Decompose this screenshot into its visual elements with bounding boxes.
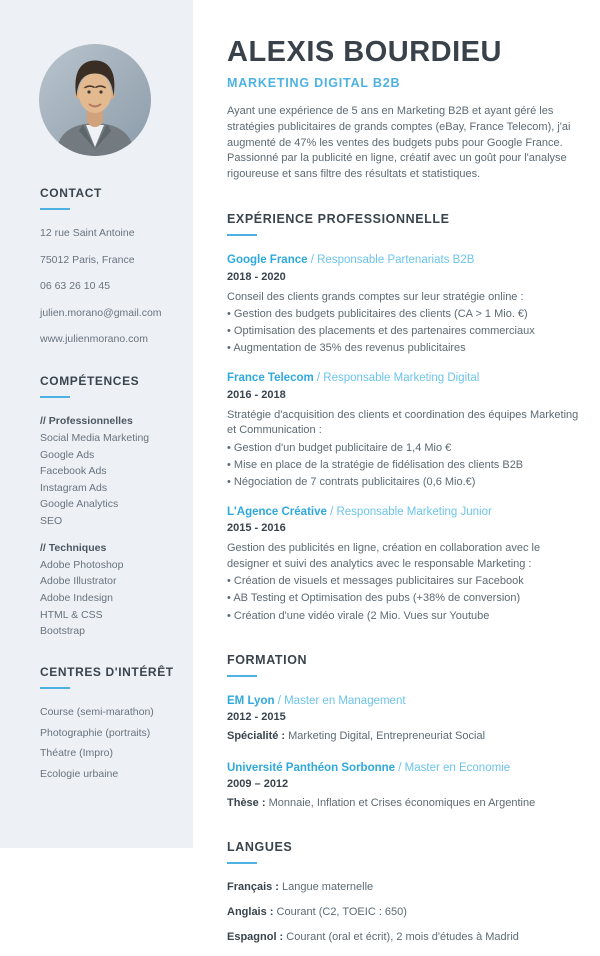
school-entry-sorbonne [227, 761, 583, 812]
skills-heading: COMPÉTENCES [40, 373, 140, 388]
job-bullet: • Création d'une vidéo virale (2 Mio. Vues sur Youtube [227, 609, 583, 624]
job-entry-agence-creative [227, 505, 583, 624]
job-dates: 2016 - 2018 [227, 388, 286, 401]
job-intro: Conseil des clients grands comptes sur leur stratégie online : [227, 290, 524, 303]
contact-website: www.julienmorano.com [40, 333, 148, 346]
language-item-spanish [227, 931, 583, 943]
accent-rule [40, 208, 70, 210]
degree-name: / Master en Economie [398, 761, 511, 774]
job-title [227, 505, 583, 519]
candidate-title: MARKETING DIGITAL B2B [227, 76, 401, 90]
language-level: Courant (C2, TOEIC : 650) [276, 906, 407, 919]
school-title [227, 761, 583, 775]
education-section [227, 653, 583, 812]
skills-group-label-pro: // Professionnelles [40, 414, 133, 427]
job-bullet: • Création de visuels et messages publicitaires sur Facebook [227, 574, 583, 589]
contact-section [40, 186, 175, 346]
contact-heading: CONTACT [40, 186, 102, 200]
avatar-illustration [39, 44, 151, 156]
interest-item: Ecologie urbaine [40, 767, 119, 780]
contact-address: 12 rue Saint Antoine [40, 227, 135, 239]
job-entry-france-telecom [227, 371, 583, 490]
contact-phone: 06 63 26 10 45 [40, 280, 111, 293]
skill-item: Google Ads [40, 448, 95, 461]
job-intro: Gestion des publicités en ligne, création en collaboration avec le designer et suivi des analytics avec le responsable Marketing : [227, 542, 541, 570]
skill-item: Facebook Ads [40, 465, 107, 478]
interest-item: Photographie (portraits) [40, 726, 151, 739]
contact-city: 75012 Paris, France [40, 253, 135, 266]
skill-item: HTML & CSS [40, 608, 103, 621]
job-entry-google [227, 253, 583, 356]
school-detail-label: Spécialité : [227, 730, 286, 743]
skill-item: Adobe Photoshop [40, 558, 124, 571]
language-label: Anglais : [227, 906, 274, 919]
profile-summary: Ayant une expérience de 5 ans en Marketing B2B et ayant géré les stratégies publicitaires de grands comptes (eBay, France Telecom), j'ai augmenté de 47% les ventes des budgets pubs pour Google France. Passionné par la publicité en ligne, créatif avec un goût pour l'analyse rigoureuse et sans filtre des résultats et statistiques. [227, 105, 571, 181]
school-detail [227, 796, 583, 811]
skill-item: SEO [40, 514, 63, 527]
languages-heading: LANGUES [227, 840, 293, 855]
school-entry-em-lyon [227, 694, 583, 745]
job-bullet: • Gestion des budgets publicitaires des clients (CA > 1 Mio. €) [227, 307, 583, 322]
degree-name: / Master en Management [277, 694, 406, 707]
education-heading: FORMATION [227, 652, 308, 667]
job-bullet: • Gestion d'un budget publicitaire de 1,4 Mio € [227, 441, 583, 456]
skills-section [40, 374, 175, 637]
main-content [227, 0, 583, 956]
language-label: Français : [227, 881, 279, 894]
skill-item: Bootstrap [40, 625, 85, 638]
job-intro: Stratégie d'acquisition des clients et coordination des équipes Marketing et Communication : [227, 408, 579, 437]
company-name: Google France [227, 254, 308, 267]
accent-rule [227, 862, 257, 864]
language-level: Courant (oral et écrit), 2 mois d'études à Madrid [286, 931, 519, 944]
language-item-english [227, 906, 583, 918]
candidate-name: ALEXIS BOURDIEU [227, 36, 502, 68]
school-detail-label: Thèse : [227, 796, 266, 809]
skills-group-label-tech: // Techniques [40, 541, 107, 554]
school-dates: 2009 – 2012 [227, 777, 289, 790]
skill-item: Instagram Ads [40, 481, 108, 494]
school-title [227, 694, 583, 708]
interests-heading: CENTRES D'INTÉRÊT [40, 665, 174, 680]
language-label: Espagnol : [227, 931, 284, 944]
school-name: Université Panthéon Sorbonne [227, 761, 396, 774]
school-detail-text: Marketing Digital, Entrepreneuriat Social [288, 730, 486, 743]
experience-heading: EXPÉRIENCE PROFESSIONNELLE [227, 212, 450, 227]
job-bullet: • Négociation de 7 contrats publicitaires (0,6 Mio.€) [227, 475, 583, 490]
cv-header [227, 36, 583, 183]
skill-item: Adobe Indesign [40, 591, 113, 604]
skill-item: Google Analytics [40, 498, 119, 511]
experience-section [227, 212, 583, 624]
accent-rule [40, 396, 70, 398]
interest-item: Course (semi-marathon) [40, 706, 154, 719]
job-title [227, 253, 583, 267]
accent-rule [227, 675, 257, 677]
accent-rule [40, 687, 70, 689]
accent-rule [227, 234, 257, 236]
job-role: / Responsable Partenariats B2B [310, 254, 475, 267]
job-role: / Responsable Marketing Junior [330, 506, 492, 519]
language-item-french [227, 881, 583, 893]
job-bullet: • Mise en place de la stratégie de fidélisation des clients B2B [227, 458, 583, 473]
school-name: EM Lyon [227, 694, 275, 707]
job-bullet: • Augmentation de 35% des revenus publicitaires [227, 341, 583, 356]
skill-item: Adobe Illustrator [40, 575, 117, 588]
company-name: L'Agence Créative [227, 506, 327, 519]
job-bullet: • Optimisation des placements et des partenaires commerciaux [227, 324, 583, 339]
sidebar [0, 0, 193, 848]
profile-photo [39, 44, 151, 156]
language-level: Langue maternelle [282, 881, 374, 894]
interest-item: Théatre (Impro) [40, 747, 113, 760]
job-role: / Responsable Marketing Digital [316, 372, 480, 385]
job-dates: 2018 - 2020 [227, 270, 286, 283]
job-dates: 2015 - 2016 [227, 522, 286, 535]
school-detail-text: Monnaie, Inflation et Crises économiques en Argentine [268, 796, 536, 809]
skill-item: Social Media Marketing [40, 431, 150, 444]
languages-section [227, 840, 583, 943]
job-bullet: • AB Testing et Optimisation des pubs (+38% de conversion) [227, 591, 583, 606]
contact-email: julien.morano@gmail.com [40, 306, 162, 319]
job-title [227, 371, 583, 385]
interests-section [40, 665, 175, 780]
school-detail [227, 729, 583, 744]
school-dates: 2012 - 2015 [227, 711, 286, 724]
company-name: France Telecom [227, 372, 314, 385]
